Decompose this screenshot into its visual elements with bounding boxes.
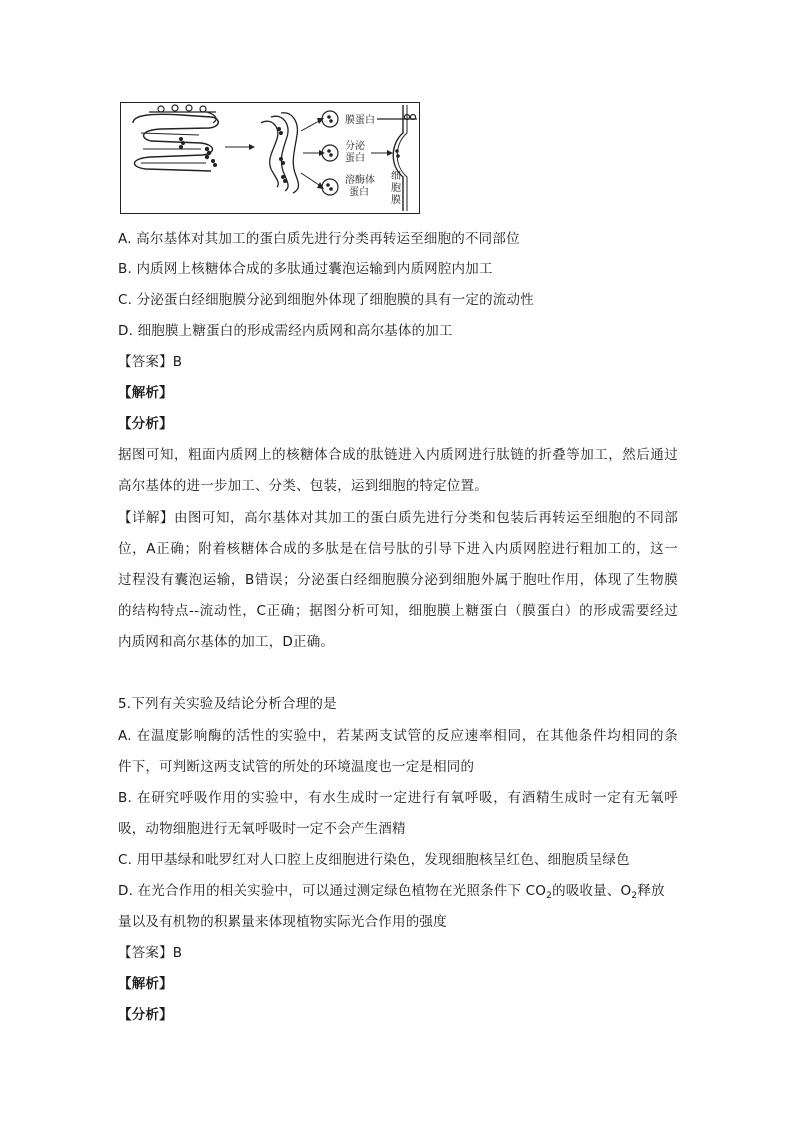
label-cell-membrane-2: 胞 bbox=[391, 183, 401, 194]
q5-option-d-sub-o2: 2 bbox=[631, 891, 638, 901]
q4-fenxi-text-2: 高尔基体的进一步加工、分类、包装，运到细胞的特定位置。 bbox=[118, 478, 488, 494]
q5-option-b-line-1: B. 在研究呼吸作用的实验中，有水生成时一定进行有氧呼吸，有酒精生成时一定有无氧呼 bbox=[118, 790, 678, 806]
q4-option-a: A. 高尔基体对其加工的蛋白质先进行分类再转运至细胞的不同部位 bbox=[118, 231, 520, 247]
label-lysosomal-protein-1: 溶酶体 bbox=[345, 175, 375, 186]
label-cell-membrane-1: 细 bbox=[391, 171, 401, 182]
q5-option-d-line-2: 量以及有机物的积累量来体现植物实际光合作用的强度 bbox=[118, 914, 447, 930]
q4-fenxi-heading: 【分析】 bbox=[118, 416, 173, 432]
protein-sorting-figure bbox=[120, 102, 420, 214]
golgi-apparatus bbox=[261, 113, 299, 193]
q5-answer: 【答案】B bbox=[118, 945, 183, 961]
q5-option-d-text-a: D. 在光合作用的相关实验中，可以通过测定绿色植物在光照条件下 CO bbox=[118, 883, 547, 899]
q4-detail-text-1: 【详解】由图可知，高尔基体对其加工的蛋白质先进行分类和包装后再转运至细胞的不同部 bbox=[118, 510, 678, 526]
rough-er-outer bbox=[133, 114, 218, 171]
q4-detail-text-4: 的结构特点--流动性，C正确；据图分析可知，细胞膜上糖蛋白（膜蛋白）的形成需要经过 bbox=[118, 603, 678, 619]
sorting-arrows bbox=[301, 121, 319, 185]
q5-option-d-sub-co2: 2 bbox=[546, 891, 553, 901]
q4-detail-text-5: 内质网和高尔基体的加工，D正确。 bbox=[118, 634, 335, 650]
q5-option-c: C. 用甲基绿和吡罗红对人口腔上皮细胞进行染色，发现细胞核呈红色、细胞质呈绿色 bbox=[118, 852, 630, 868]
q4-option-c: C. 分泌蛋白经细胞膜分泌到细胞外体现了细胞膜的具有一定的流动性 bbox=[118, 292, 534, 308]
q5-stem: 5.下列有关实验及结论分析合理的是 bbox=[118, 696, 337, 712]
q4-option-b: B. 内质网上核糖体合成的多肽通过囊泡运输到内质网腔内加工 bbox=[118, 261, 493, 277]
q4-option-d: D. 细胞膜上糖蛋白的形成需经内质网和高尔基体的加工 bbox=[118, 323, 453, 339]
protein-sorting-diagram bbox=[121, 103, 419, 213]
rough-er-inner bbox=[141, 133, 206, 163]
q4-detail-text-2: 位，A正确；附着核糖体合成的多肽是在信号肽的引导下进入内质网腔进行粗加工的，这一 bbox=[118, 541, 678, 557]
q5-option-a-line-2: 件下，可判断这两支试管的所处的环境温度也一定是相同的 bbox=[118, 759, 475, 775]
q5-fenxi-heading: 【分析】 bbox=[118, 1007, 173, 1023]
label-secretory-protein-2: 蛋白 bbox=[345, 153, 365, 164]
q4-fenxi-text-1: 据图可知，粗面内质网上的核糖体合成的肽链进入内质网进行肽链的折叠等加工，然后通过 bbox=[118, 447, 678, 463]
q4-detail-text-3: 过程没有囊泡运输，B错误；分泌蛋白经细胞膜分泌到细胞外属于胞吐作用，体现了生物膜 bbox=[118, 572, 678, 588]
q5-option-a-line-1: A. 在温度影响酶的活性的实验中，若某两支试管的反应速率相同，在其他条件均相同的条 bbox=[118, 728, 678, 744]
label-secretory-protein-1: 分泌 bbox=[345, 141, 365, 152]
q4-analysis-heading: 【解析】 bbox=[118, 385, 173, 401]
label-cell-membrane-3: 膜 bbox=[391, 195, 401, 206]
q5-option-b-line-2: 吸，动物细胞进行无氧呼吸时一定不会产生酒精 bbox=[118, 821, 406, 837]
q5-analysis-heading: 【解析】 bbox=[118, 976, 173, 992]
q5-option-d-text-c: 释放 bbox=[637, 883, 665, 899]
q4-answer: 【答案】B bbox=[118, 354, 183, 370]
q5-option-d-line-1 bbox=[118, 881, 678, 901]
label-membrane-protein: 膜蛋白 bbox=[345, 115, 375, 126]
q5-option-d-text-b: 的吸收量、O bbox=[552, 883, 632, 899]
label-lysosomal-protein-2: 蛋白 bbox=[349, 187, 369, 198]
membrane-protein-mark bbox=[377, 115, 417, 120]
